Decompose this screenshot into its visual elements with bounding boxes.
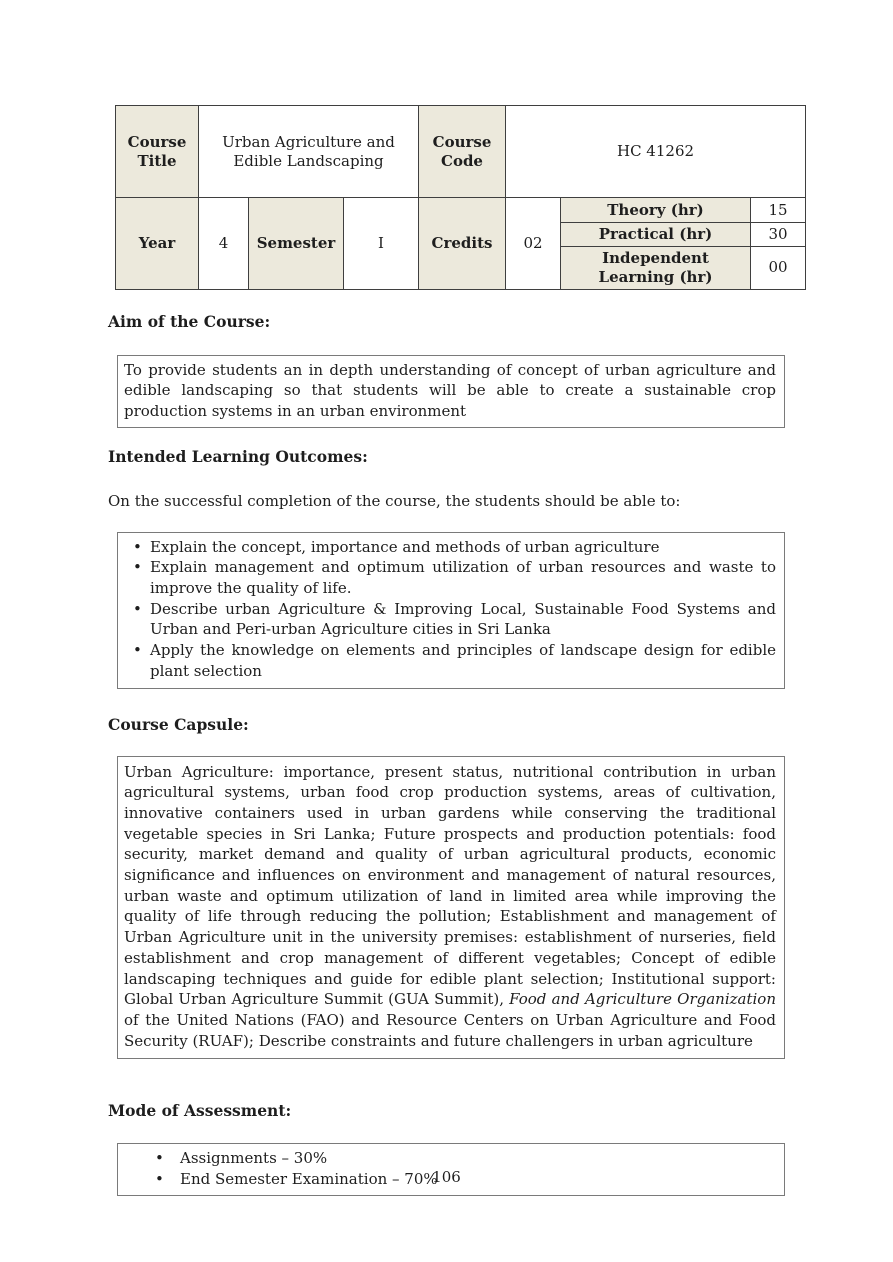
capsule-italic-text: Food and Agriculture Organization (509, 990, 776, 1009)
list-item (118, 1148, 776, 1169)
capsule-text: Urban Agriculture: importance, present status, nutritional contribution in urban agricultural systems, urban food crop production systems, areas of cultivation, innovative containers used in urban gardens while conserving the traditional vegetable species in Sri Lanka; Future prospects and production potentials: food security, market demand and quality of urban agricultural products, economic significance and influences on environment and management of natural resources, urban waste and optimum utilization of land in limited area while improving the quality of life through reducing the pollution; Establishment and management of Urban Agriculture unit in the university premises: establishment of nurseries, field establishment and crop management of different vegetables; Concept of edible landscaping techniques and guide for edible plant selection; Institutional support: Global Urban Agriculture Summit (GUA Summit), (124, 762, 776, 1009)
bullet-icon: • (133, 599, 142, 618)
course-title-value: Urban Agriculture and Edible Landscaping (199, 106, 419, 198)
aim-heading: Aim of the Course: (108, 311, 271, 331)
bullet-icon: • (133, 537, 142, 556)
practical-hours-value: 30 (751, 223, 806, 247)
ilo-bullet-text: Apply the knowledge on elements and principles of landscape design for edible plant selection (150, 641, 776, 680)
capsule-heading: Course Capsule: (108, 714, 249, 734)
course-info-table (115, 105, 806, 290)
theory-hours-label: Theory (hr) (561, 198, 751, 223)
assessment-bullet-text: Assignments – 30% (180, 1149, 328, 1168)
ilo-heading: Intended Learning Outcomes: (108, 446, 368, 466)
semester-value: I (344, 198, 419, 290)
ilo-bullet-text: Describe urban Agriculture & Improving Local, Sustainable Food Systems and Urban and Peri-urban Agriculture cities in Sri Lanka (150, 599, 776, 639)
year-label: Year (116, 198, 199, 290)
course-code-value: HC 41262 (506, 106, 806, 198)
list-item (118, 640, 776, 681)
bullet-icon: • (133, 641, 142, 660)
independent-learning-hours-value: 00 (751, 247, 806, 290)
assessment-heading: Mode of Assessment: (108, 1101, 292, 1121)
bullet-icon: • (155, 1149, 164, 1168)
bullet-icon: • (155, 1170, 164, 1189)
bullet-icon: • (133, 558, 142, 577)
ilo-bullet-text: Explain management and optimum utilization of urban resources and waste to improve the quality of life. (150, 558, 776, 598)
aim-text-box: To provide students an in depth understanding of concept of urban agriculture and edible landscaping so that students will be able to create a sustainable crop production systems in an urban environment (117, 355, 785, 428)
credits-label: Credits (419, 198, 506, 290)
list-item (118, 537, 776, 558)
assessment-bullet-text: End Semester Examination – 70% (180, 1170, 438, 1189)
theory-hours-value: 15 (751, 198, 806, 223)
ilo-list-box (117, 532, 785, 689)
independent-learning-hours-label: Independent Learning (hr) (561, 247, 751, 290)
course-title-label: Course Title (116, 106, 199, 198)
ilo-intro-text: On the successful completion of the course, the students should be able to: (108, 491, 681, 510)
page-content (108, 0, 805, 1196)
list-item (118, 599, 776, 640)
practical-hours-label: Practical (hr) (561, 223, 751, 247)
ilo-bullet-text: Explain the concept, importance and methods of urban agriculture (150, 537, 660, 556)
credits-value: 02 (506, 198, 561, 290)
semester-label: Semester (249, 198, 344, 290)
course-code-label: Course Code (419, 106, 506, 198)
capsule-text-box (117, 756, 785, 1060)
capsule-text: of the United Nations (FAO) and Resource Centers on Urban Agriculture and Food Security (RUAF); Describe constraints and future challengers in urban agriculture (124, 1010, 776, 1050)
year-value: 4 (199, 198, 249, 290)
list-item (118, 557, 776, 598)
page-number: 106 (432, 1168, 461, 1186)
